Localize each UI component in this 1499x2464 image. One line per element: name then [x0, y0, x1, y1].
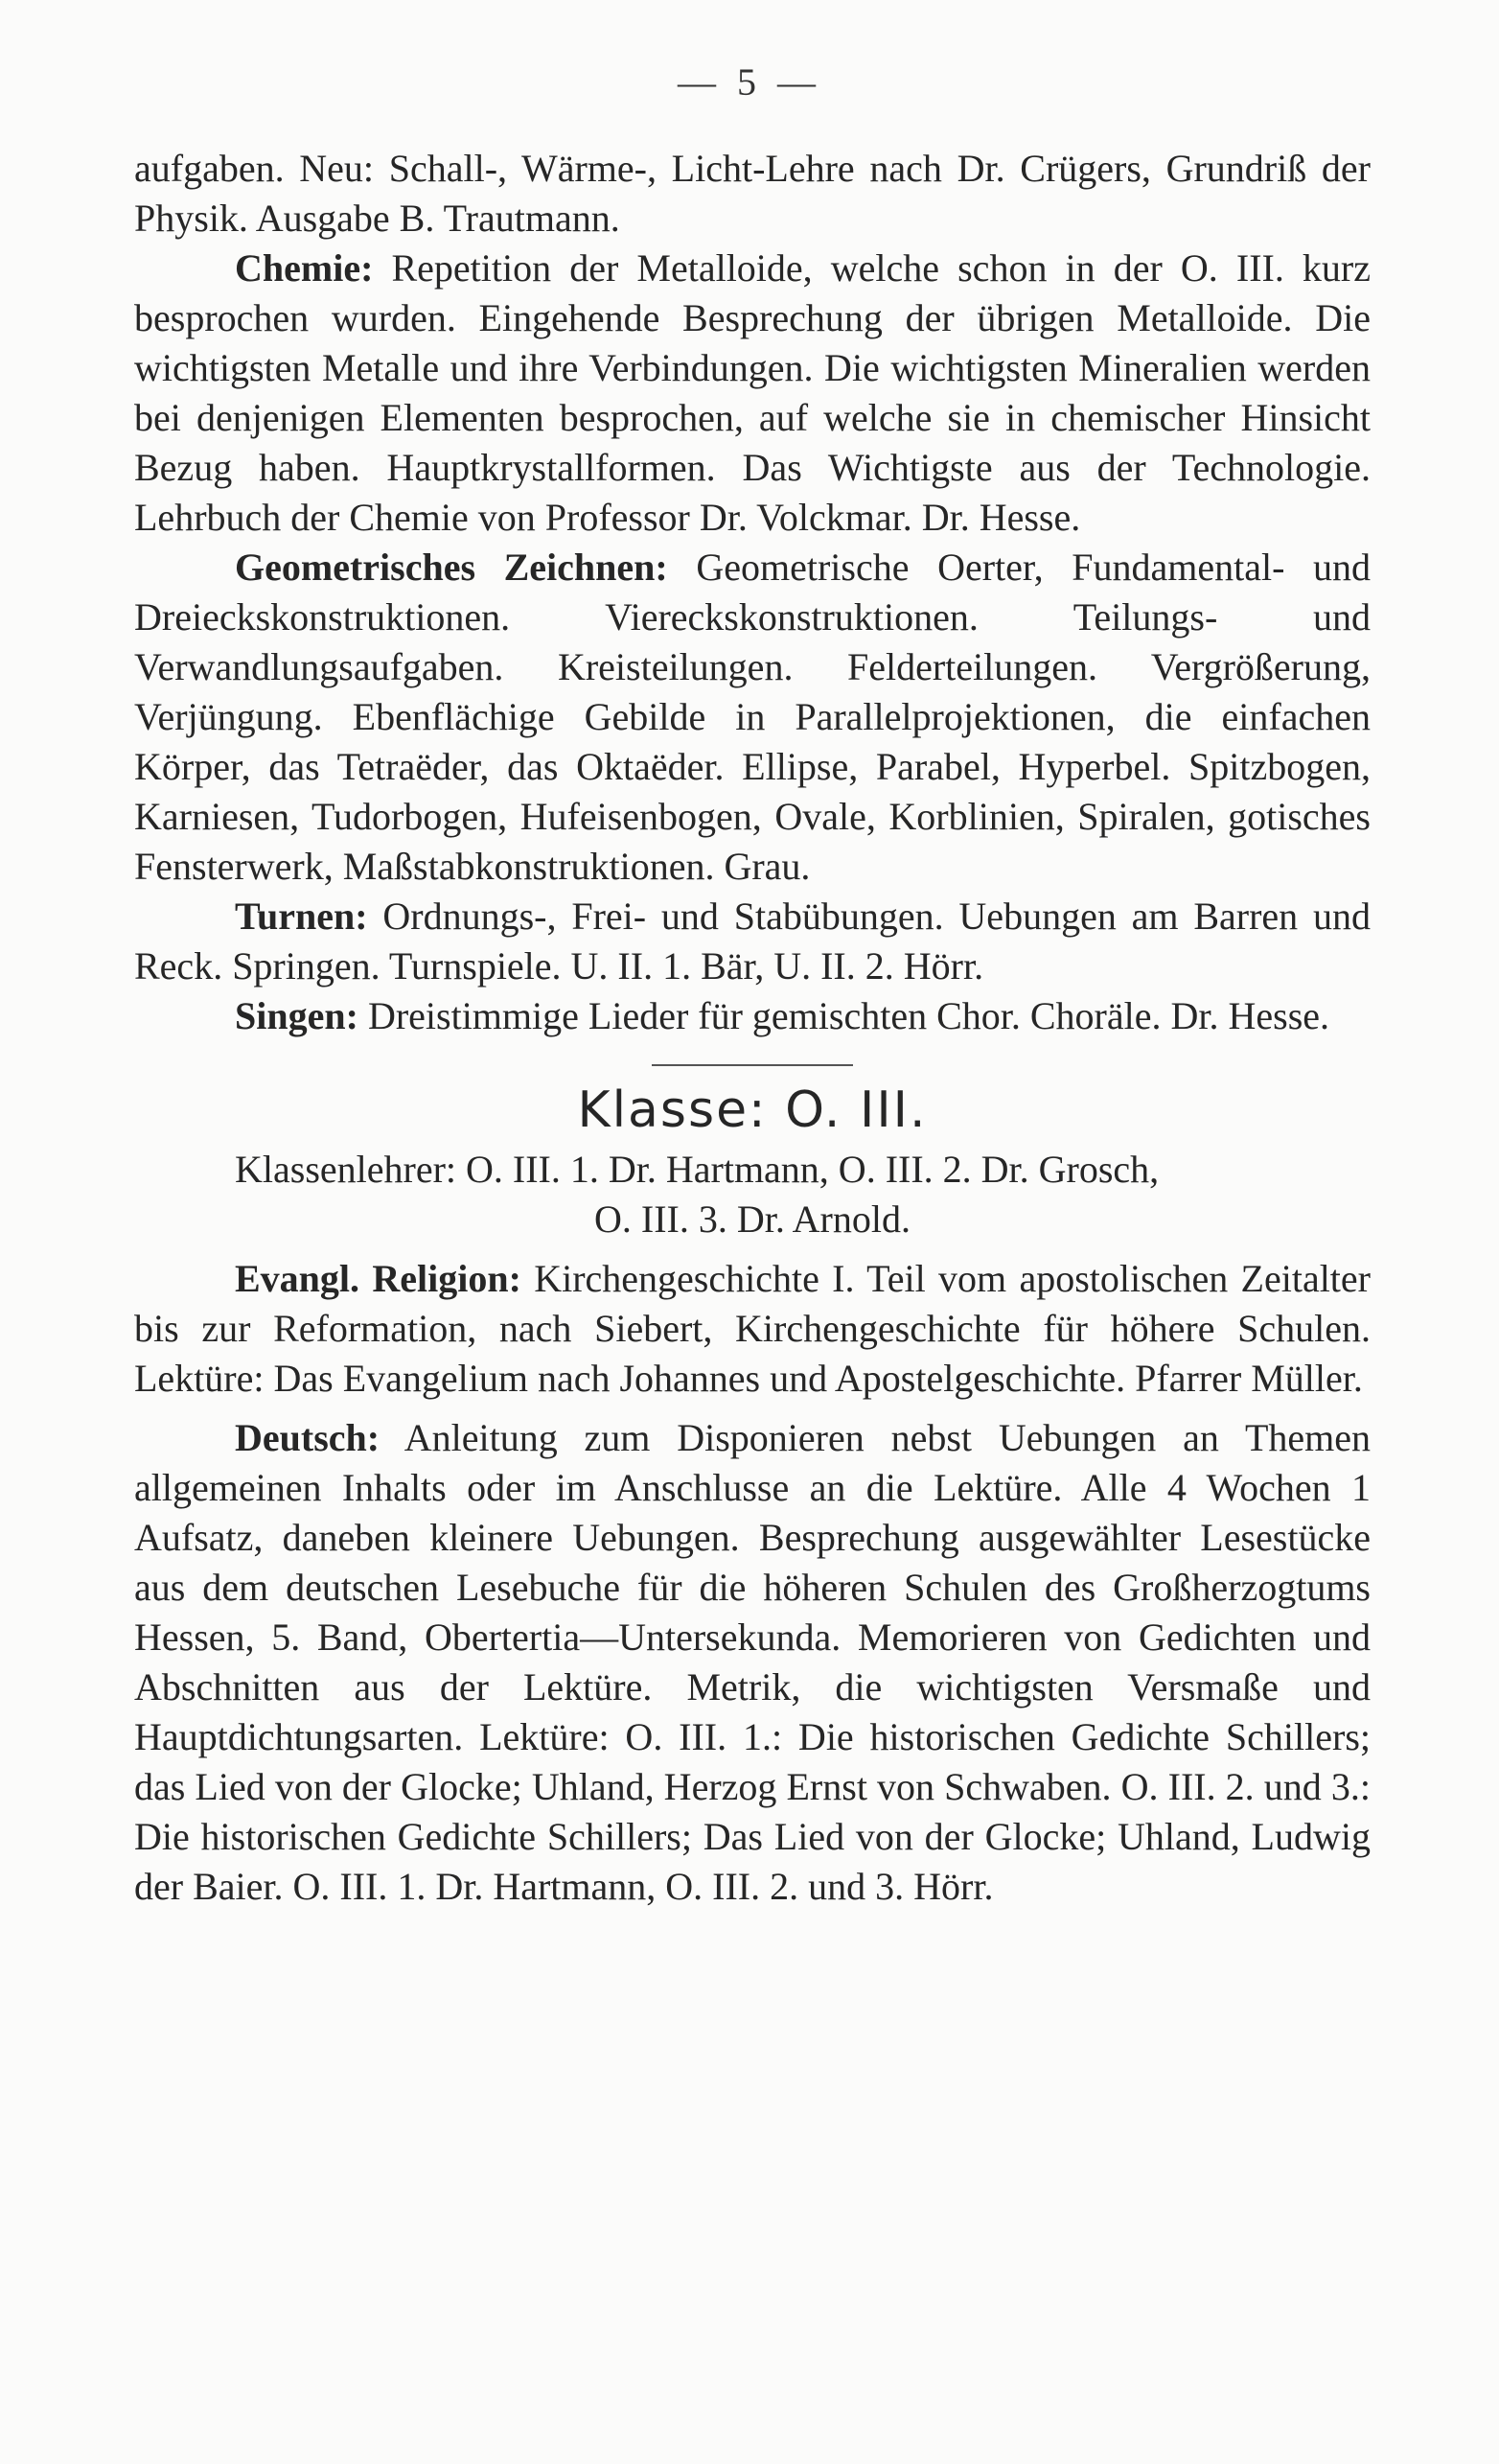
text-chemie: Repetition der Metalloide, welche schon in der O. III. kurz besprochen wurden. Eingehende Besprechung der übrigen Metalloide. Die wichtigsten Metalle und ihre Verbindungen. Die wichtigsten Mineralien werden bei denjenigen Elementen besprochen, auf welche sie in chemischer Hinsicht Bezug haben. Hauptkrystallformen. Das Wichtigste aus der Technologie. Lehrbuch der Chemie von Professor Dr. Volckmar. Dr. Hesse.: [134, 246, 1371, 539]
paragraph-geometrisches-zeichnen: [134, 543, 1371, 892]
heading-singen: Singen:: [235, 994, 358, 1037]
text-deutsch: Anleitung zum Disponieren nebst Uebungen an Themen allgemeinen Inhalts oder im Anschlusse an die Lektüre. Alle 4 Wochen 1 Aufsatz, daneben kleinere Uebungen. Besprechung ausgewählter Lesestücke aus dem deutschen Lesebuche für die höheren Schulen des Großherzogtums Hessen, 5. Band, Obertertia—Untersekunda. Memorieren von Gedichten und Abschnitten aus der Lektüre. Metrik, die wichtigsten Versmaße und Hauptdichtungsarten. Lektüre: O. III. 1.: Die historischen Gedichte Schillers; das Lied von der Glocke; Uhland, Herzog Ernst von Schwaben. O. III. 2. und 3.: Die historischen Gedichte Schillers; Das Lied von der Glocke; Uhland, Ludwig der Baier. O. III. 1. Dr. Hartmann, O. III. 2. und 3. Hörr.: [134, 1416, 1371, 1908]
page-number: — 5 —: [678, 60, 821, 104]
paragraph-deutsch: [134, 1413, 1371, 1912]
heading-geometrisches-zeichnen: Geometrisches Zeichnen:: [235, 546, 668, 589]
text-turnen: Ordnungs-, Frei- und Stabübungen. Uebungen am Barren und Reck. Springen. Turnspiele. U. II. 1. Bär, U. II. 2. Hörr.: [134, 895, 1371, 988]
section-title: Klasse: O. III.: [577, 1081, 928, 1139]
class-teachers-line: Klassenlehrer: O. III. 1. Dr. Hartmann, O. III. 2. Dr. Grosch,: [235, 1148, 1160, 1191]
heading-chemie: Chemie:: [235, 246, 374, 290]
text-geometrisches-zeichnen: Geometrische Oerter, Fundamental- und Dreieckskonstruktionen. Viereckskonstruktionen. Teilungs- und Verwandlungsaufgaben. Kreisteilungen. Felderteilungen. Vergrößerung, Verjüngung. Ebenflächige Gebilde in Parallelprojektionen, die einfachen Körper, das Tetraëder, das Oktaëder. Ellipse, Parabel, Hyperbel. Spitzbogen, Karniesen, Tudorbogen, Hufeisenbogen, Ovale, Korblinien, Spiralen, gotisches Fensterwerk, Maßstabkonstruktionen. Grau.: [134, 546, 1371, 888]
class-teachers-line-2: O. III. 3. Dr. Arnold.: [594, 1197, 911, 1241]
body-text: [134, 144, 1371, 1912]
paragraph-chemie: [134, 244, 1371, 543]
paragraph-physics: aufgaben. Neu: Schall-, Wärme-, Licht-Lehre nach Dr. Crügers, Grundriß der Physik. Ausgabe B. Trautmann.: [134, 147, 1371, 240]
section-divider: [652, 1064, 853, 1066]
text-religion: Kirchengeschichte I. Teil vom apostolischen Zeitalter bis zur Reformation, nach Siebert, Kirchengeschichte für höhere Schulen. Lektüre: Das Evangelium nach Johannes und Apostelgeschichte. Pfarrer Müller.: [134, 1257, 1371, 1400]
text-singen: Dreistimmige Lieder für gemischten Chor. Choräle. Dr. Hesse.: [357, 994, 1330, 1037]
heading-turnen: Turnen:: [235, 895, 368, 938]
heading-deutsch: Deutsch:: [235, 1416, 381, 1459]
paragraph-singen: [134, 991, 1371, 1041]
paragraph-turnen: [134, 892, 1371, 991]
paragraph-religion: [134, 1254, 1371, 1404]
heading-religion: Evangl. Religion:: [235, 1257, 521, 1300]
